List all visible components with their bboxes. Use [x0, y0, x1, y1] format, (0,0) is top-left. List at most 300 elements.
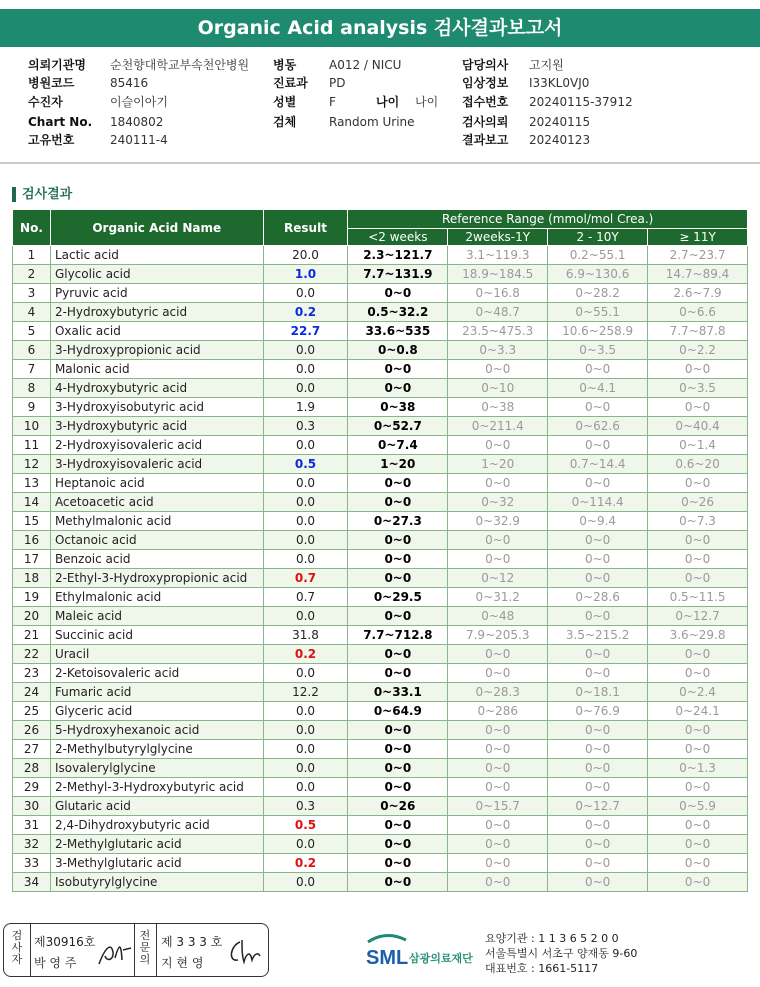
cell-r2: 0~0	[548, 721, 648, 740]
results-body	[13, 246, 748, 892]
cell-name: Heptanoic acid	[50, 474, 263, 493]
cell-no: 5	[13, 322, 51, 341]
cell-name: 3-Hydroxypropionic acid	[50, 341, 263, 360]
tester-signature	[97, 938, 135, 968]
cell-no: 21	[13, 626, 51, 645]
table-row	[13, 645, 748, 664]
cell-no: 34	[13, 873, 51, 892]
cell-r2: 0~4.1	[548, 379, 648, 398]
cell-r3: 0~0	[648, 664, 748, 683]
table-row	[13, 759, 748, 778]
cell-no: 28	[13, 759, 51, 778]
cell-r1: 0~0	[448, 854, 548, 873]
cell-result: 0.0	[263, 759, 348, 778]
table-row	[13, 341, 748, 360]
cell-no: 17	[13, 550, 51, 569]
cell-r0: 0~26	[348, 797, 448, 816]
cell-no: 16	[13, 531, 51, 550]
patient-label: 수진자	[28, 95, 63, 109]
hospital-code-label: 병원코드	[28, 76, 75, 90]
cell-r1: 0~32.9	[448, 512, 548, 531]
cell-r2: 0~0	[548, 740, 648, 759]
cell-r3: 2.6~7.9	[648, 284, 748, 303]
cell-r1: 0~0	[448, 873, 548, 892]
doctor-name: 지 현 영	[161, 956, 204, 970]
cell-result: 0.3	[263, 797, 348, 816]
cell-r2: 0~12.7	[548, 797, 648, 816]
cell-r0: 0~52.7	[348, 417, 448, 436]
table-row	[13, 835, 748, 854]
cell-r1: 0~0	[448, 816, 548, 835]
cell-r1: 0~16.8	[448, 284, 548, 303]
header-reference: Reference Range (mmol/mol Crea.)	[348, 210, 748, 229]
cell-name: Benzoic acid	[50, 550, 263, 569]
cell-name: 4-Hydroxybutyric acid	[50, 379, 263, 398]
cell-result: 0.0	[263, 740, 348, 759]
cell-no: 24	[13, 683, 51, 702]
table-row	[13, 569, 748, 588]
cell-name: Fumaric acid	[50, 683, 263, 702]
cell-r2: 0~0	[548, 645, 648, 664]
cell-name: Succinic acid	[50, 626, 263, 645]
table-row	[13, 265, 748, 284]
cell-r2: 0~0	[548, 569, 648, 588]
cell-result: 0.0	[263, 512, 348, 531]
table-row	[13, 303, 748, 322]
cell-r1: 0~0	[448, 664, 548, 683]
cell-r1: 0~0	[448, 740, 548, 759]
cell-r1: 0~48	[448, 607, 548, 626]
cell-r3: 0~0	[648, 398, 748, 417]
cell-r3: 0.5~11.5	[648, 588, 748, 607]
cell-result: 0.0	[263, 284, 348, 303]
cell-r2: 0~0	[548, 531, 648, 550]
logo-icon	[366, 932, 482, 972]
cell-name: 2-Methylglutaric acid	[50, 835, 263, 854]
cell-r2: 0~0	[548, 816, 648, 835]
cell-name: Octanoic acid	[50, 531, 263, 550]
chart-value: 1840802	[110, 115, 164, 129]
table-row	[13, 417, 748, 436]
table-row	[13, 436, 748, 455]
addr-phone: 대표번호 : 1661-5117	[485, 962, 599, 975]
cell-r1: 0~0	[448, 360, 548, 379]
cell-result: 0.0	[263, 664, 348, 683]
table-row	[13, 702, 748, 721]
sex-label: 성별	[273, 95, 297, 109]
unique-label: 고유번호	[28, 133, 75, 147]
doctor-sign-label: 전문의	[139, 929, 151, 966]
cell-r2: 0~0	[548, 474, 648, 493]
cell-no: 25	[13, 702, 51, 721]
cell-name: Isobutyrylglycine	[50, 873, 263, 892]
cell-name: Acetoacetic acid	[50, 493, 263, 512]
cell-r3: 0~0	[648, 531, 748, 550]
cell-r0: 0~0	[348, 550, 448, 569]
table-row	[13, 246, 748, 265]
cell-r0: 0~0	[348, 569, 448, 588]
cell-r3: 0~0	[648, 740, 748, 759]
cell-r1: 7.9~205.3	[448, 626, 548, 645]
cell-r3: 0~5.9	[648, 797, 748, 816]
cell-no: 10	[13, 417, 51, 436]
cell-result: 1.0	[263, 265, 348, 284]
header-r3: ≥ 11Y	[648, 229, 748, 246]
cell-r3: 0~12.7	[648, 607, 748, 626]
cell-result: 0.2	[263, 854, 348, 873]
cell-result: 0.0	[263, 835, 348, 854]
cell-r2: 0~0	[548, 835, 648, 854]
cell-name: 3-Hydroxybutyric acid	[50, 417, 263, 436]
cell-result: 0.2	[263, 645, 348, 664]
cell-r0: 0~0.8	[348, 341, 448, 360]
cell-r1: 0~28.3	[448, 683, 548, 702]
header-r0: <2 weeks	[348, 229, 448, 246]
cell-r2: 0~55.1	[548, 303, 648, 322]
cell-r1: 0~10	[448, 379, 548, 398]
cell-r1: 0~0	[448, 645, 548, 664]
cell-r0: 0~0	[348, 379, 448, 398]
cell-r1: 0~3.3	[448, 341, 548, 360]
cell-name: 2-Hydroxyisovaleric acid	[50, 436, 263, 455]
receipt-value: 20240115-37912	[529, 95, 633, 109]
table-row	[13, 607, 748, 626]
cell-r0: 0~0	[348, 493, 448, 512]
cell-no: 22	[13, 645, 51, 664]
cell-result: 20.0	[263, 246, 348, 265]
table-row	[13, 683, 748, 702]
cell-r0: 7.7~712.8	[348, 626, 448, 645]
report-value: 20240123	[529, 133, 591, 147]
cell-r1: 0~0	[448, 550, 548, 569]
cell-r2: 0.7~14.4	[548, 455, 648, 474]
cell-no: 7	[13, 360, 51, 379]
cell-r2: 6.9~130.6	[548, 265, 648, 284]
cell-no: 32	[13, 835, 51, 854]
header-name: Organic Acid Name	[50, 210, 263, 246]
cell-name: 3-Methylglutaric acid	[50, 854, 263, 873]
cell-r2: 0~3.5	[548, 341, 648, 360]
tester-number: 제30916호	[34, 935, 96, 949]
cell-r0: 0~0	[348, 816, 448, 835]
cell-name: Pyruvic acid	[50, 284, 263, 303]
cell-r2: 0~28.6	[548, 588, 648, 607]
cell-r1: 0~0	[448, 759, 548, 778]
cell-result: 0.7	[263, 569, 348, 588]
doctor-signature	[226, 936, 264, 968]
cell-r2: 0~0	[548, 664, 648, 683]
dept-label: 진료과	[273, 76, 308, 90]
cell-r1: 3.1~119.3	[448, 246, 548, 265]
cell-name: Oxalic acid	[50, 322, 263, 341]
cell-r1: 23.5~475.3	[448, 322, 548, 341]
cell-r1: 0~32	[448, 493, 548, 512]
table-row	[13, 512, 748, 531]
cell-r3: 0~2.4	[648, 683, 748, 702]
cell-r0: 0~0	[348, 740, 448, 759]
cell-r0: 2.3~121.7	[348, 246, 448, 265]
cell-no: 6	[13, 341, 51, 360]
header-r2: 2 - 10Y	[548, 229, 648, 246]
cell-name: 2-Methylbutyrylglycine	[50, 740, 263, 759]
cell-result: 0.0	[263, 360, 348, 379]
cell-no: 29	[13, 778, 51, 797]
cell-r3: 0~1.3	[648, 759, 748, 778]
table-row	[13, 854, 748, 873]
cell-r1: 1~20	[448, 455, 548, 474]
cell-r1: 0~286	[448, 702, 548, 721]
cell-result: 12.2	[263, 683, 348, 702]
ward-value: A012 / NICU	[329, 58, 402, 72]
table-row	[13, 588, 748, 607]
signature-box	[3, 923, 269, 977]
cell-r2: 0~62.6	[548, 417, 648, 436]
cell-name: 3-Hydroxyisobutyric acid	[50, 398, 263, 417]
sex-value: F	[329, 95, 336, 109]
cell-r3: 0~0	[648, 854, 748, 873]
cell-r1: 0~211.4	[448, 417, 548, 436]
cell-name: Lactic acid	[50, 246, 263, 265]
cell-result: 0.0	[263, 721, 348, 740]
cell-name: Isovalerylglycine	[50, 759, 263, 778]
cell-r0: 0~33.1	[348, 683, 448, 702]
table-row	[13, 721, 748, 740]
cell-r3: 0~0	[648, 873, 748, 892]
cell-no: 3	[13, 284, 51, 303]
cell-r3: 0~0	[648, 721, 748, 740]
cell-r3: 0~3.5	[648, 379, 748, 398]
specimen-label: 검체	[273, 115, 297, 129]
cell-result: 0.0	[263, 379, 348, 398]
cell-r0: 0~0	[348, 531, 448, 550]
divider	[0, 162, 760, 164]
report-label: 결과보고	[462, 133, 509, 147]
cell-name: 5-Hydroxyhexanoic acid	[50, 721, 263, 740]
cell-no: 31	[13, 816, 51, 835]
cell-result: 22.7	[263, 322, 348, 341]
cell-r2: 0~0	[548, 360, 648, 379]
addr-location: 서울특별시 서초구 양재동 9-60	[485, 947, 638, 960]
cell-no: 23	[13, 664, 51, 683]
cell-r2: 0~0	[548, 607, 648, 626]
unique-value: 240111-4	[110, 133, 168, 147]
ward-label: 병동	[273, 58, 297, 72]
cell-name: Glycolic acid	[50, 265, 263, 284]
institution-label: 의뢰기관명	[28, 58, 86, 72]
cell-result: 0.0	[263, 493, 348, 512]
doctor-label: 담당의사	[462, 58, 509, 72]
table-row	[13, 322, 748, 341]
cell-r1: 0~31.2	[448, 588, 548, 607]
cell-r0: 0~0	[348, 873, 448, 892]
org-name: 삼광의료재단	[409, 952, 473, 965]
cell-r3: 0~6.6	[648, 303, 748, 322]
cell-r2: 0~0	[548, 398, 648, 417]
table-row	[13, 797, 748, 816]
age-label: 나이	[376, 95, 400, 109]
cell-r0: 7.7~131.9	[348, 265, 448, 284]
cell-no: 26	[13, 721, 51, 740]
cell-r2: 0~76.9	[548, 702, 648, 721]
cell-r2: 0~28.2	[548, 284, 648, 303]
cell-r0: 0~64.9	[348, 702, 448, 721]
cell-r0: 0~0	[348, 664, 448, 683]
cell-r3: 0~24.1	[648, 702, 748, 721]
cell-r0: 33.6~535	[348, 322, 448, 341]
cell-result: 0.0	[263, 550, 348, 569]
cell-r0: 0~29.5	[348, 588, 448, 607]
cell-result: 31.8	[263, 626, 348, 645]
request-label: 검사의뢰	[462, 115, 509, 129]
cell-r3: 0~0	[648, 360, 748, 379]
cell-r0: 0~0	[348, 854, 448, 873]
table-row	[13, 740, 748, 759]
cell-no: 8	[13, 379, 51, 398]
cell-r2: 0~0	[548, 550, 648, 569]
cell-r2: 0~9.4	[548, 512, 648, 531]
cell-r3: 0~0	[648, 816, 748, 835]
doctor-number: 제 3 3 3 호	[161, 935, 223, 949]
table-row	[13, 398, 748, 417]
cell-result: 1.9	[263, 398, 348, 417]
table-row	[13, 664, 748, 683]
report-title: Organic Acid analysis 검사결과보고서	[0, 9, 760, 47]
cell-name: 2,4-Dihydroxybutyric acid	[50, 816, 263, 835]
patient-value: 이슬이아기	[110, 95, 168, 109]
cell-no: 33	[13, 854, 51, 873]
cell-r2: 0~0	[548, 759, 648, 778]
header-result: Result	[263, 210, 348, 246]
cell-r0: 0~27.3	[348, 512, 448, 531]
cell-result: 0.3	[263, 417, 348, 436]
cell-r3: 0.6~20	[648, 455, 748, 474]
cell-r0: 0~0	[348, 835, 448, 854]
cell-r3: 0~0	[648, 550, 748, 569]
dept-value: PD	[329, 76, 346, 90]
cell-r1: 0~0	[448, 835, 548, 854]
cell-r2: 0~0	[548, 436, 648, 455]
header-no: No.	[13, 210, 51, 246]
cell-r3: 0~0	[648, 645, 748, 664]
cell-r3: 0~0	[648, 835, 748, 854]
cell-r0: 0~0	[348, 607, 448, 626]
cell-r1: 18.9~184.5	[448, 265, 548, 284]
cell-r0: 0~0	[348, 284, 448, 303]
cell-r1: 0~48.7	[448, 303, 548, 322]
cell-r2: 3.5~215.2	[548, 626, 648, 645]
cell-r1: 0~15.7	[448, 797, 548, 816]
institution-value: 순천향대학교부속천안병원	[110, 58, 250, 72]
cell-name: 2-Methyl-3-Hydroxybutyric acid	[50, 778, 263, 797]
table-row	[13, 550, 748, 569]
cell-no: 11	[13, 436, 51, 455]
cell-name: Uracil	[50, 645, 263, 664]
cell-r3: 0~26	[648, 493, 748, 512]
cell-result: 0.0	[263, 873, 348, 892]
cell-r1: 0~12	[448, 569, 548, 588]
results-table	[12, 209, 748, 892]
table-row	[13, 816, 748, 835]
cell-r2: 0~114.4	[548, 493, 648, 512]
header-r1: 2weeks-1Y	[448, 229, 548, 246]
cell-no: 12	[13, 455, 51, 474]
cell-no: 20	[13, 607, 51, 626]
addr-code: 요양기관 : 1 1 3 6 5 2 0 0	[485, 932, 619, 945]
cell-r0: 0~0	[348, 759, 448, 778]
cell-no: 15	[13, 512, 51, 531]
cell-result: 0.0	[263, 341, 348, 360]
table-row	[13, 531, 748, 550]
cell-no: 30	[13, 797, 51, 816]
cell-r0: 0~0	[348, 778, 448, 797]
cell-r1: 0~0	[448, 474, 548, 493]
age-value: 나이	[415, 95, 439, 109]
table-row	[13, 873, 748, 892]
cell-name: 3-Hydroxyisovaleric acid	[50, 455, 263, 474]
table-row	[13, 493, 748, 512]
cell-r0: 1~20	[348, 455, 448, 474]
cell-r1: 0~0	[448, 778, 548, 797]
table-row	[13, 778, 748, 797]
clinical-value: I33KL0VJ0	[529, 76, 590, 90]
cell-result: 0.0	[263, 607, 348, 626]
cell-no: 9	[13, 398, 51, 417]
cell-r3: 3.6~29.8	[648, 626, 748, 645]
cell-r0: 0~0	[348, 645, 448, 664]
cell-name: Glyceric acid	[50, 702, 263, 721]
cell-no: 4	[13, 303, 51, 322]
logo-text: SML	[366, 947, 409, 969]
cell-result: 0.5	[263, 455, 348, 474]
chart-label: Chart No.	[28, 115, 93, 129]
cell-r2: 0~18.1	[548, 683, 648, 702]
cell-no: 2	[13, 265, 51, 284]
cell-r2: 0~0	[548, 873, 648, 892]
cell-r3: 7.7~87.8	[648, 322, 748, 341]
cell-r3: 0~0	[648, 778, 748, 797]
cell-r1: 0~0	[448, 721, 548, 740]
table-row	[13, 284, 748, 303]
section-title: 검사결과	[12, 187, 72, 202]
table-row	[13, 379, 748, 398]
cell-r3: 0~40.4	[648, 417, 748, 436]
cell-no: 27	[13, 740, 51, 759]
receipt-label: 접수번호	[462, 95, 509, 109]
cell-no: 19	[13, 588, 51, 607]
cell-r0: 0~0	[348, 474, 448, 493]
cell-name: 2-Ethyl-3-Hydroxypropionic acid	[50, 569, 263, 588]
cell-name: Malonic acid	[50, 360, 263, 379]
table-row	[13, 474, 748, 493]
table-row	[13, 455, 748, 474]
cell-r2: 0~0	[548, 854, 648, 873]
table-row	[13, 360, 748, 379]
cell-r0: 0~0	[348, 360, 448, 379]
doctor-value: 고지원	[529, 58, 564, 72]
clinical-label: 임상정보	[462, 76, 509, 90]
specimen-value: Random Urine	[329, 115, 415, 129]
cell-no: 13	[13, 474, 51, 493]
table-row	[13, 626, 748, 645]
cell-r3: 0~1.4	[648, 436, 748, 455]
cell-result: 0.2	[263, 303, 348, 322]
cell-no: 1	[13, 246, 51, 265]
cell-name: Ethylmalonic acid	[50, 588, 263, 607]
cell-r1: 0~0	[448, 531, 548, 550]
cell-result: 0.7	[263, 588, 348, 607]
tester-label: 검사자	[11, 929, 23, 966]
cell-name: Maleic acid	[50, 607, 263, 626]
